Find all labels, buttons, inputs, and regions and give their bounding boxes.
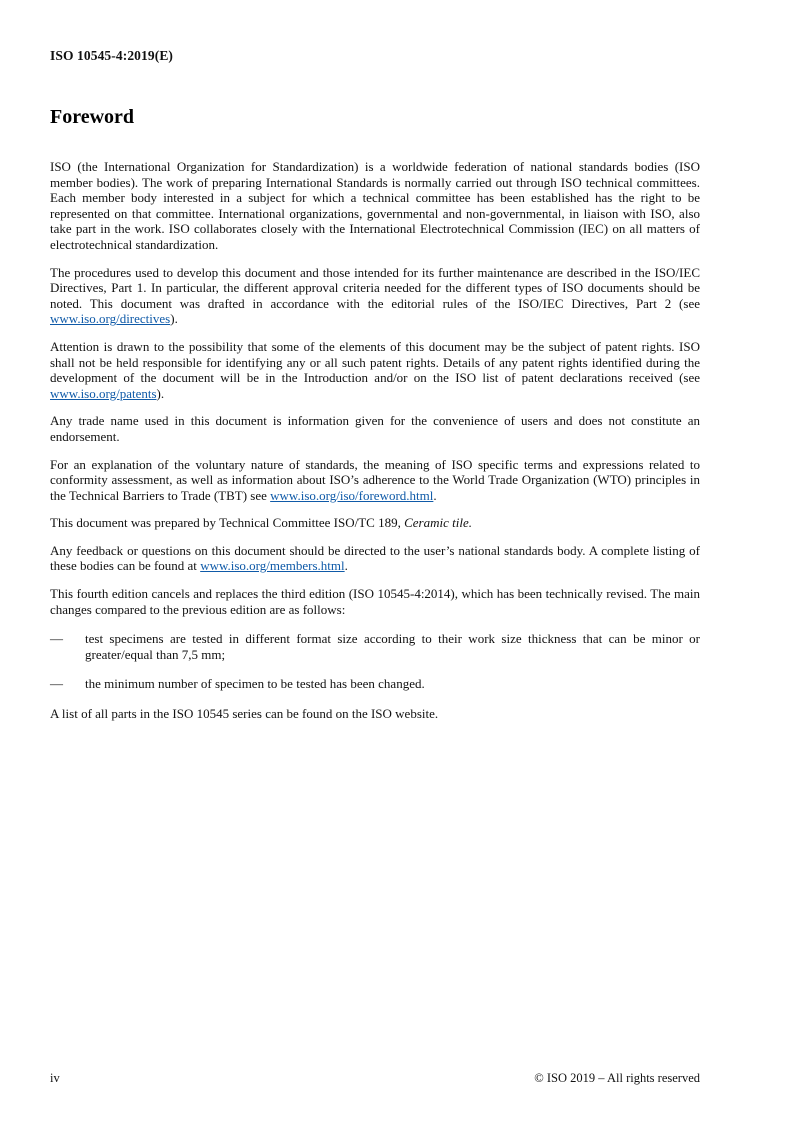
paragraph — [50, 265, 700, 327]
paragraph — [50, 515, 700, 531]
hyperlink[interactable]: www.iso.org/iso/foreword.html — [270, 487, 434, 503]
text-segment: Any feedback or questions on this document should be directed to the user’s national standards body. A complete listing of these bodies can be found at — [50, 542, 700, 574]
text-segment: . — [433, 487, 437, 503]
paragraph — [50, 413, 700, 444]
text-segment: the minimum number of specimen to be tested has been changed. — [85, 676, 425, 692]
bullet-item — [50, 631, 700, 662]
bullet-item — [50, 676, 700, 692]
text-segment: A list of all parts in the ISO 10545 series can be found on the ISO website. — [50, 706, 439, 722]
paragraph — [50, 586, 700, 617]
paragraph — [50, 543, 700, 574]
paragraph — [50, 159, 700, 253]
page-number: iv — [50, 1071, 60, 1085]
text-segment: The procedures used to develop this document and those intended for its further maintenance are described in the ISO/IEC Directives, Part 1. In particular, the different approval criteria needed for the different types of ISO documents should be noted. This document was drafted in accordance with the editorial rules of the ISO/IEC Directives, Part 2 (see — [50, 264, 700, 311]
text-segment: ISO (the International Organization for Standardization) is a worldwide federation of national standards bodies (ISO member bodies). The work of preparing International Standards is normally carried out through ISO technical committees. Each member body interested in a subject for which a technical committee has been established has the right to be represented on that committee. International organizations, governmental and non-governmental, in liaison with ISO, also take part in the work. ISO collaborates closely with the International Electrotechnical Commission (IEC) on all matters of electrotechnical standardization. — [50, 159, 700, 252]
document-body — [50, 159, 700, 722]
paragraph — [50, 339, 700, 401]
text-segment: This fourth edition cancels and replaces the third edition (ISO 10545-4:2014), which has been technically revised. The main changes compared to the previous edition are as follows: — [50, 586, 700, 617]
page-footer — [50, 1071, 700, 1086]
hyperlink[interactable]: www.iso.org/members.html — [200, 558, 345, 574]
paragraph — [50, 457, 700, 504]
text-segment: This document was prepared by Technical Committee ISO/TC 189, — [50, 515, 405, 531]
text-segment: Any trade name used in this document is information given for the convenience of users and does not constitute an endorsement. — [50, 413, 700, 444]
bullet-dash: — — [50, 631, 63, 647]
bullet-dash: — — [50, 676, 63, 692]
copyright-notice: © ISO 2019 – All rights reserved — [534, 1071, 700, 1085]
text-segment: test specimens are tested in different format size according to their work size thickness that can be minor or greater/equal than 7,5 mm; — [85, 631, 700, 662]
text-segment: Attention is drawn to the possibility that some of the elements of this document may be the subject of patent rights. ISO shall not be held responsible for identifying any or all such patent rights. Details of any patent rights identified during the development of the document will be in the Introduction and/or on the ISO list of patent declarations received (see — [50, 338, 700, 386]
doc-id: ISO 10545-4:2019(E) — [50, 48, 174, 63]
hyperlink[interactable]: www.iso.org/directives — [50, 311, 171, 327]
text-segment: ). — [156, 385, 165, 401]
text-segment: ). — [170, 311, 178, 327]
page-header — [50, 48, 700, 64]
text-segment: For an explanation of the voluntary nature of standards, the meaning of ISO specific terms and expressions related to conformity assessment, as well as information about ISO’s adherence to the World Trade Organization (WTO) principles in the Technical Barriers to Trade (TBT) see — [50, 456, 700, 503]
text-segment: . — [344, 558, 348, 574]
hyperlink[interactable]: www.iso.org/patents — [50, 385, 157, 401]
page-title: Foreword — [50, 106, 135, 128]
paragraph — [50, 706, 700, 722]
text-segment: Ceramic tile. — [404, 515, 472, 531]
